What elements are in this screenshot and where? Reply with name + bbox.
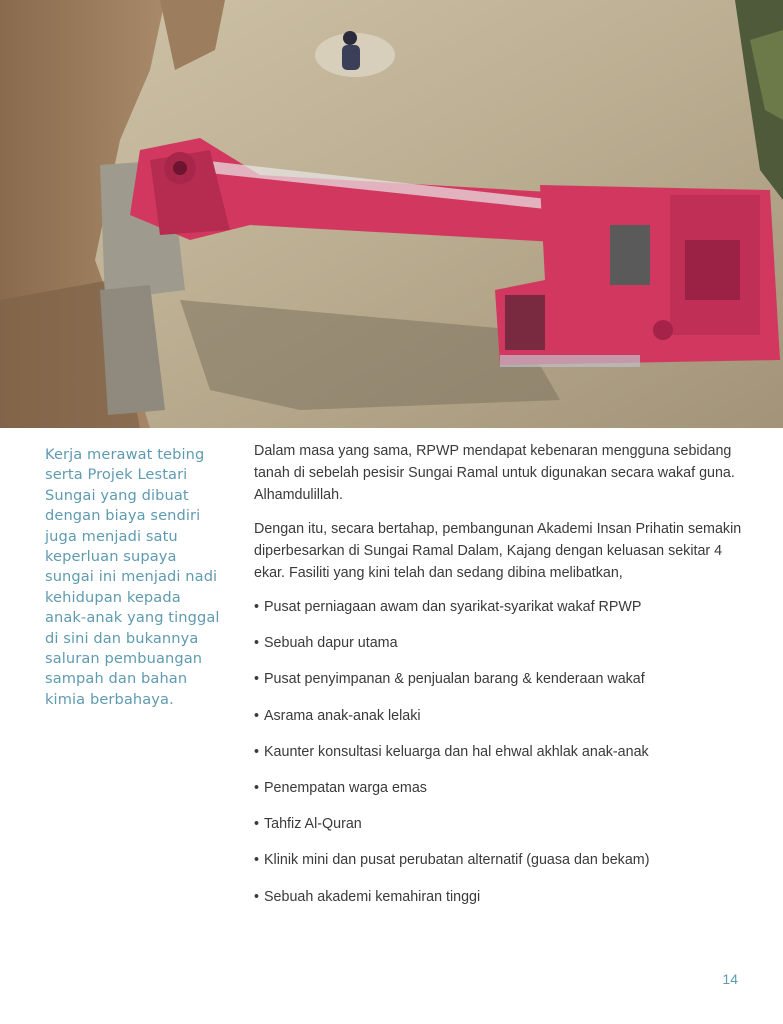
page-number: 14 xyxy=(722,971,738,987)
excavator-river-image xyxy=(0,0,783,428)
list-item-text: Tahfiz Al-Quran xyxy=(264,816,362,833)
list-item xyxy=(254,813,754,849)
list-item-text: Sebuah akademi kemahiran tinggi xyxy=(264,888,481,905)
list-item xyxy=(254,632,754,668)
bullet-icon: • xyxy=(254,707,260,724)
list-item xyxy=(254,596,754,632)
paragraph-intro: Dalam masa yang sama, RPWP mendapat kebenaran mengguna sebidang tanah di sebelah pesisir Sungai Ramal untuk digunakan secara wakaf guna. Alhamdulillah. xyxy=(254,443,735,503)
list-item xyxy=(254,777,754,813)
hero-photo xyxy=(0,0,783,428)
photo-caption: Kerja merawat tebing serta Projek Lestari Sungai yang dibuat dengan biaya sendiri juga menjadi satu keperluan supaya sungai ini menjadi nadi kehidupan kepada anak-anak yang tinggal di sini dan bukannya saluran pembuangan sampah dan bahan kimia berbahaya. xyxy=(45,446,220,708)
bullet-icon: • xyxy=(254,599,260,615)
bullet-icon: • xyxy=(254,852,260,869)
list-item-text: Asrama anak-anak lelaki xyxy=(264,707,421,724)
article-body xyxy=(254,440,754,922)
list-item xyxy=(254,849,754,885)
paragraph-development: Dengan itu, secara bertahap, pembangunan Akademi Insan Prihatin semakin diperbesarkan di Sungai Ramal Dalam, Kajang dengan keluasan sekitar 4 ekar. Fasiliti yang kini telah dan sedang dibina melibatkan, xyxy=(254,521,742,581)
bullet-icon: • xyxy=(254,743,260,760)
list-item xyxy=(254,705,754,741)
list-item-text: Penempatan warga emas xyxy=(264,779,427,796)
list-item xyxy=(254,741,754,777)
list-item-text: Sebuah dapur utama xyxy=(264,635,398,652)
bullet-icon: • xyxy=(254,816,260,833)
bullet-icon: • xyxy=(254,779,260,796)
list-item-text: Pusat perniagaan awam dan syarikat-syarikat wakaf RPWP xyxy=(264,599,642,615)
list-item xyxy=(254,668,754,704)
bullet-icon: • xyxy=(254,888,260,905)
list-item-text: Kaunter konsultasi keluarga dan hal ehwal akhlak anak-anak xyxy=(264,743,649,760)
list-item xyxy=(254,886,754,922)
bullet-icon: • xyxy=(254,635,260,652)
bullet-icon: • xyxy=(254,671,260,688)
list-item-text: Pusat penyimpanan & penjualan barang & kenderaan wakaf xyxy=(264,671,645,688)
facility-list xyxy=(254,596,754,922)
list-item-text: Klinik mini dan pusat perubatan alternatif (guasa dan bekam) xyxy=(264,852,650,869)
